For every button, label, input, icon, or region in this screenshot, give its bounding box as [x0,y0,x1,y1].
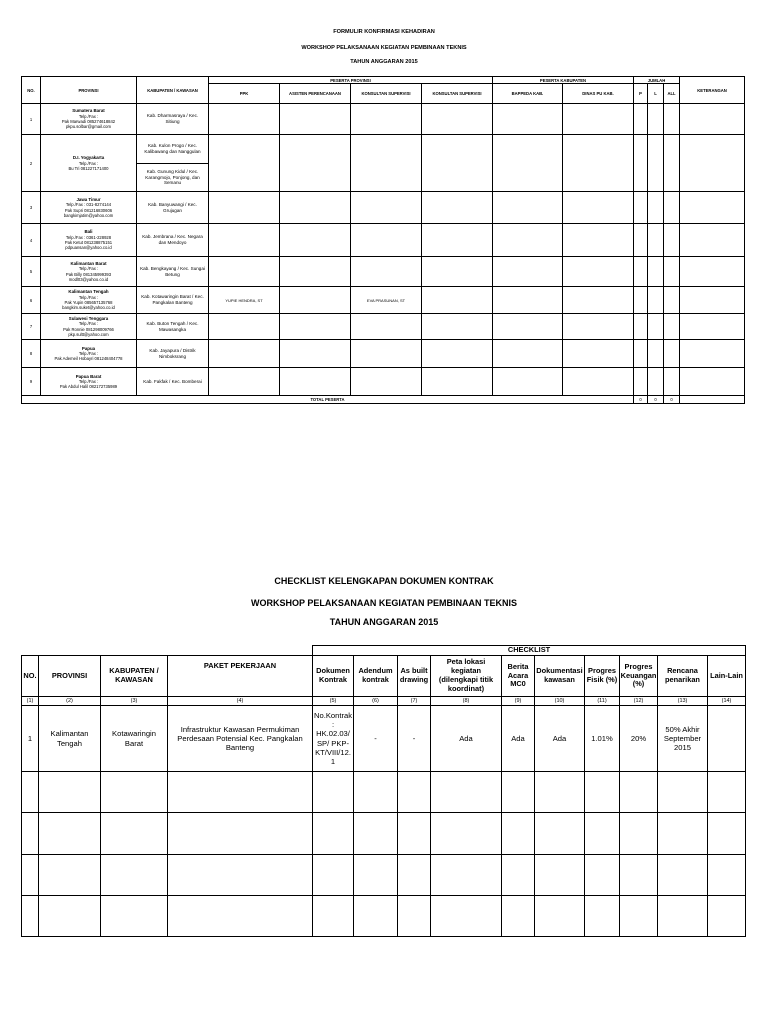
index-cell: (12) [620,697,658,706]
index-cell: (2) [39,697,101,706]
total-p: 0 [634,396,648,404]
province-contact: Pak Ronnie 081298009766 [63,326,114,332]
row-no: 9 [22,368,41,396]
table-row [22,706,746,772]
province-email: bangkim.suket@yahoo.co.id [62,305,115,311]
row-fisik: 1.01% [585,706,620,772]
total-label: TOTAL PESERTA [22,396,634,404]
col-kabupaten: KABUPATEN / KAWASAN [101,656,168,697]
province-contact: Pak Ademeil Hobayri 081248404778 [54,356,123,362]
col-peserta-provinsi: PESERTA PROVINSI [209,77,493,84]
province-tel: Telp./Fax : [78,266,99,272]
col-konsultan-2: KONSULTAN SUPERVISI [422,84,493,104]
province-contact: Pak Yupin 085657135768 [64,300,113,306]
row-peta: Ada [431,706,502,772]
form2-title: CHECKLIST KELENGKAPAN DOKUMEN KONTRAK [274,576,494,586]
form1-title: FORMULIR KONFIRMASI KEHADIRAN [333,29,435,35]
col-rencana: Rencana penarikan [658,656,708,697]
index-cell: (7) [398,697,431,706]
row-no: 5 [22,257,41,287]
row-adendum: - [354,706,398,772]
province-name: D.I. Yogyakarta [72,155,105,160]
col-no: NO. [22,77,41,104]
row-provinsi [41,368,137,396]
form1-year: TAHUN ANGGARAN 2015 [350,59,418,66]
row-lain [708,706,746,772]
col-konsultan-1: KONSULTAN SUPERVISI [351,84,422,104]
col-fisik: Progres Fisik (%) [585,656,620,697]
total-row [22,396,745,404]
col-all: ALL [664,84,680,104]
province-name: Sumatera Barat [72,108,105,114]
peta-label: Peta lokasi kegiatan [446,657,486,676]
province-contact: Pak Marwadi 085274618842 [61,119,116,125]
index-cell: (6) [354,697,398,706]
province-email: pkpu.solbar@gmail.com [66,124,111,130]
table-row [22,104,745,135]
row-provinsi [41,104,137,135]
province-name: Kalimantan Tengah [68,289,109,295]
ppk-name: YUPIE HENDRA, ST [209,287,280,314]
province-email: modl03@yahoo.co.id [68,276,109,282]
row-kabupaten-2: Kab. Gunung Kidul / Kec. Karangmojo, Ponjong, dan Semanu [137,164,209,192]
row-paket: Infrastruktur Kawasan Permukiman Perdesaan Potensial Kec. Pangkalan Banteng [168,706,313,772]
col-l: L [648,84,664,104]
index-cell: (5) [313,697,354,706]
province-tel: Telp./Fax : [78,379,99,384]
province-tel: Telp./Fax : 031-8274144 [65,202,112,208]
province-contact: Bu Tri 081227171400 [68,165,109,171]
col-kabupaten: KABUPATEN / KAWASAN [137,77,209,104]
row-no: 7 [22,314,41,340]
row-dokumen: No.Kontrak : HK.02.03/SP/ PKP-KT/VIII/12.1 [313,706,354,772]
row-kabupaten: Kab. Kulon Progo / Kec. Kalibawang dan Nanggulan [137,135,209,164]
col-p: P [634,84,648,104]
index-cell: (13) [658,697,708,706]
row-kabupaten: Kab. Dharmasraya / Kec. Sitiung [137,104,209,135]
attendance-table [21,76,745,404]
col-asbuilt: As built drawing [398,656,431,697]
col-keuangan: Progres Keuangan (%) [620,656,658,697]
col-bappeda: BAPPEDA KAB. [493,84,563,104]
col-dokumentasi: Dokumentasi kawasan [535,656,585,697]
table-row [22,257,745,287]
table-row [22,340,745,368]
row-provinsi [41,135,137,192]
col-paket: PAKET PEKERJAAN [168,656,313,697]
province-contact: Pak Abdul Halil 082172735989 [59,384,118,390]
index-cell: (9) [502,697,535,706]
province-name: Jawa Timur [76,196,101,202]
form1-subtitle: WORKSHOP PELAKSANAAN KEGIATAN PEMBINAAN TEKNIS [301,44,467,51]
row-kabupaten: Kab. Bengkayang / Kec. Sungai Betung [137,257,209,287]
index-cell: (3) [101,697,168,706]
row-provinsi [41,192,137,224]
province-name: Papua [81,345,96,351]
col-adendum: Adendum kontrak [354,656,398,697]
col-dinas: DINAS PU KAB. [563,84,634,104]
row-no: 4 [22,224,41,257]
table-row [22,135,745,164]
row-no: 1 [22,706,39,772]
province-tel: Telp./Fax : [78,113,99,119]
index-cell: (8) [431,697,502,706]
row-berita: Ada [502,706,535,772]
province-tel: Telp./Fax : [78,294,99,300]
col-peserta-kabupaten: PESERTA KABUPATEN [493,77,634,84]
row-no: 1 [22,104,41,135]
row-rencana: 50% Akhir September 2015 [658,706,708,772]
form1-title-block [0,30,768,66]
col-dokumen: Dokumen Kontrak [313,656,354,697]
province-tel: Telp./Fax : [78,160,99,166]
table-row [22,855,746,896]
index-cell: (4) [168,697,313,706]
row-kabupaten: Kab. Fakfak / Kec. Bomberai [137,368,209,396]
row-no: 2 [22,135,41,192]
table-row [22,192,745,224]
index-cell: (11) [585,697,620,706]
row-kabupaten: Kab. Buton Tengah / Kec. Mawasangka [137,314,209,340]
index-row [22,697,746,706]
table-row [22,896,746,937]
table-row [22,314,745,340]
row-no: 6 [22,287,41,314]
row-provinsi [41,340,137,368]
row-kabupaten: Kotawaringin Barat [101,706,168,772]
col-jumlah: JUMLAH [634,77,680,84]
col-berita: Berita Acara MC0 [502,656,535,697]
province-name: Kalimantan Barat [70,260,107,266]
row-provinsi [41,314,137,340]
province-name: Bali [84,229,93,235]
form2-year: TAHUN ANGGARAN 2015 [329,617,439,627]
row-no: 8 [22,340,41,368]
row-no: 3 [22,192,41,224]
col-lain: Lain-Lain [708,656,746,697]
province-name: Papua Barat [75,373,102,379]
col-provinsi: PROVINSI [41,77,137,104]
province-contact: Pak Billy 081345999393 [65,271,112,277]
row-provinsi [41,257,137,287]
table-row [22,368,745,396]
peta-sublabel: (dilengkapi titik koordinat) [438,675,494,693]
index-cell: (14) [708,697,746,706]
table-row [22,224,745,257]
total-l: 0 [648,396,664,404]
row-kabupaten: Kab. Jayapura / Distrik Nimboksrang [137,340,209,368]
table-row [22,287,745,314]
province-email: bangkimjatim@yahoo.com [63,212,114,218]
row-provinsi [41,224,137,257]
col-keterangan: KETERANGAN [680,77,745,104]
form2-subtitle: WORKSHOP PELAKSANAAN KEGIATAN PEMBINAAN TEKNIS [250,598,517,608]
col-asisten: ASISTEN PERENCANAAN [280,84,351,104]
row-kabupaten: Kab. Banyuwangi / Kec. Grujugan [137,192,209,224]
row-kabupaten: Kab. Jembrana / Kec. Negara dan Mendoyo [137,224,209,257]
index-cell: (10) [535,697,585,706]
table-row [22,772,746,813]
province-tel: Telp./Fax : 0361-228928 [65,234,112,240]
index-cell: (1) [22,697,39,706]
row-asbuilt: - [398,706,431,772]
col-provinsi: PROVINSI [39,656,101,697]
province-email: pkp.sultt@yahoo.com [68,331,109,337]
province-email: pdpuansan@yahoo.co.id [65,245,112,251]
total-all: 0 [664,396,680,404]
province-contact: Pak Supri 081216830606 [64,207,113,213]
province-name: Sulawesi Tenggara [68,315,109,321]
checklist-table [21,645,746,937]
col-ppk: PPK [209,84,280,104]
checklist-header: CHECKLIST [313,646,746,656]
form2-title-block [0,577,768,627]
konsultan-name: EVA PRASUNAN, ST [351,287,422,314]
province-tel: Telp./Fax : [78,351,99,356]
row-kabupaten: Kab. Kotawaringin Barat / Kec. Pangkalan Banteng [137,287,209,314]
row-keuangan: 20% [620,706,658,772]
row-provinsi: Kalimantan Tengah [39,706,101,772]
row-provinsi [41,287,137,314]
table-row [22,813,746,855]
province-contact: Pak Ketut 081238875151 [64,240,113,246]
row-dokumentasi: Ada [535,706,585,772]
col-peta [431,656,502,697]
col-no: NO. [22,656,39,697]
province-tel: Telp./Fax : [78,321,99,327]
